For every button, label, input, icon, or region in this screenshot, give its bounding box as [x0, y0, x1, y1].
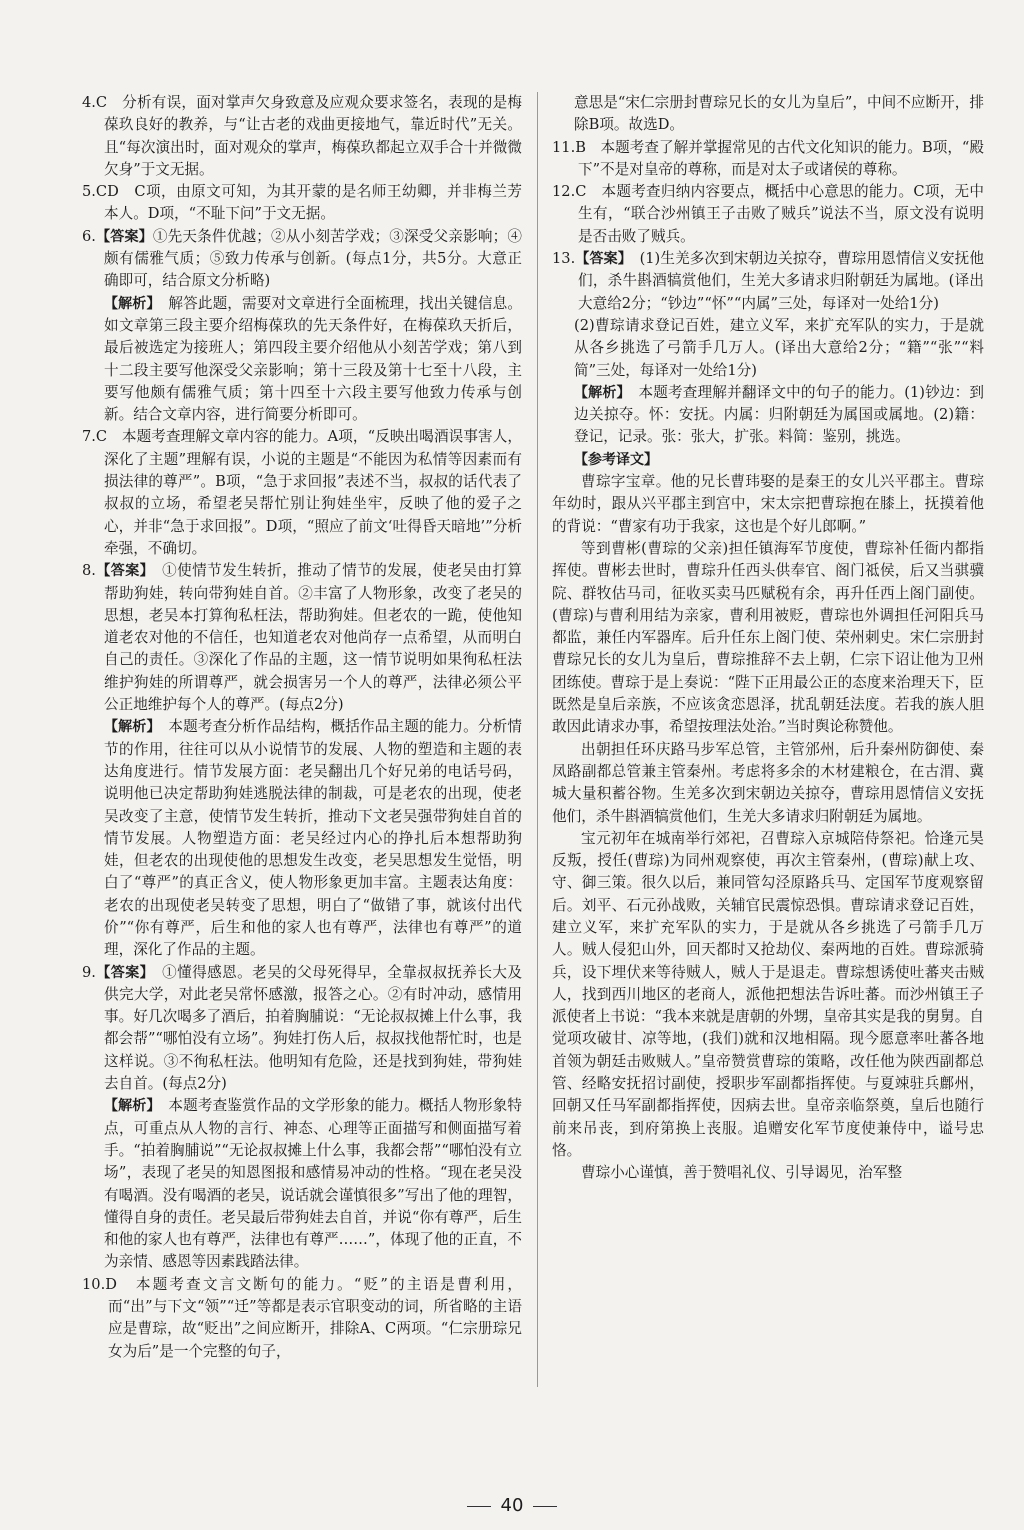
- translation-para-4: 宝元初年在城南举行郊祀，召曹琮入京城陪侍祭祀。恰逢元昊反叛，授任(曹琮)为同州观察使，再次主管秦州，(曹琮)献上攻、守、御三策。很久以后，兼同管勾泾原路兵马、定国军节度观察留后。刘平、石元孙战败，关辅官民震惊恐惧。曹琮请求登记百姓，建立义军，来扩充军队的实力，于是就从各乡挑选了弓箭手几万人。贼人侵犯山外，回天都时又抢劫仪、秦两地的百姓。曹琮派骑兵，设下埋伏来等待贼人，贼人于是退走。曹琮想诱使吐蕃夹击贼人，找到西川地区的老商人，派他把想法告诉吐蕃。而沙州镇王子派使者上书说：“我本来就是唐朝的外甥，皇帝其实是我的舅舅。自觉项攻破甘、凉等地，(我们)就和汉地相隔。现今愿意率吐蕃各地首领为朝廷击败贼人。”皇帝赞赏曹琮的策略，改任他为陕西副都总管、经略安抚招讨副使，授职步军副都指挥使。与夏竦驻兵鄜州，回朝又任马军副都指挥使，因病去世。皇帝亲临祭奠，皇后也随行前来吊丧，到府第换上丧服。追赠安化军节度使兼侍中，谥号忠恪。: [552, 829, 984, 1159]
- right-column: [552, 92, 984, 1185]
- translation-para-2: 等到曹彬(曹琮的父亲)担任镇海军节度使，曹琮补任衙内都指挥使。曹彬去世时，曹琮升任西头供奉官、阁门祗侯，后又当骐骥院、群牧估马司，征收买卖马匹赋税有余，再升任西上阁门副使。(曹琮)与曹利用结为亲家，曹利用被贬，曹琮也外调担任河阳兵马都监，兼任内军器库。后升任东上阁门使、荣州刺史。宋仁宗册封曹琮兄长的女儿为皇后，曹琮推辞不去上朝，仁宗下诏让他为卫州团练使。曹琮于是上奏说：“陛下正用最公正的态度来治理天下，臣既然是皇后亲族，不应该贪恋恩泽，扰乱朝廷法度。若我的族人胆敢因此请求办事，希望按理法处治。”当时舆论称赞他。: [552, 539, 984, 736]
- translation-para-1: 曹琮字宝章。他的兄长曹玮娶的是秦王的女儿兴平郡主。曹琮年幼时，跟从兴平郡主到宫中，宋太宗把曹琮抱在膝上，抚摸着他的背说：“曹家有功于我家，这也是个好儿郎啊。”: [552, 473, 984, 535]
- answer-q10: 10.D 本题考查文言文断句的能力。“贬”的主语是曹利用，而“出”与下文“领”“迁”等都是表示官职变动的词，所省略的主语应是曹琮，故“贬出”之间应断开，排除A、C两项。“仁宗册琮兄女为后”是一个完整的句子，: [82, 1275, 522, 1360]
- translation-para-3: 出朝担任环庆路马步军总管，主管邠州，后升秦州防御使、秦凤路副都总管兼主管秦州。考虑将多余的木材建粮仓，在古渭、冀城大量积蓄谷物。生羌多次到宋朝边关掠夺，曹琮用恩情信义安抚他们，杀牛斟酒犒赏他们，生羌大多请求归附朝廷为属地。: [552, 740, 984, 825]
- column-divider: [537, 92, 538, 1387]
- left-column: [82, 92, 522, 1363]
- footer-dash-left: [467, 1506, 491, 1507]
- answer-q7: 7.C 本题考查理解文章内容的能力。A项，“反映出喝酒误事害人，深化了主题”理解有误，小说的主题是“不能因为私情等因素而有损法律的尊严”。B项，“急于求回报”表述不当，叔叔的话代表了叔叔的立场，希望老吴帮忙别让狗娃坐牢，反映了他的爱子之心，并非“急于求回报”。D项，“照应了前文‘吐得昏天暗地’”分析牵强，不确切。: [82, 428, 522, 557]
- page-number: 40: [500, 1495, 524, 1516]
- answer-q13: 13.【答案】 (1)生羌多次到宋朝边关掠夺，曹琮用恩情信义安抚他们，杀牛斟酒犒赏他们，生羌大多请求归附朝廷为属地。(译出大意给2分；“钞边”“怀”“内属”三处，每译对一处给1分): [552, 250, 984, 312]
- answer-q11: 11.B 本题考查了解并掌握常见的古代文化知识的能力。B项，“殿下”不是对皇帝的尊称，而是对太子或诸侯的尊称。: [552, 138, 984, 178]
- answer-q6: 6.【答案】①先天条件优越；②从小刻苦学戏；③深受父亲影响；④颇有儒雅气质；⑤致力传承与创新。(每点1分，共5分。大意正确即可，结合原文分析略): [82, 227, 522, 290]
- answer-q9: 9.【答案】 ①懂得感恩。老吴的父母死得早，全靠叔叔抚养长大及供完大学，对此老吴常怀感激，报答之心。②有时冲动，感情用事。好几次喝多了酒后，拍着胸脯说：“无论叔叔摊上什么事，我都会帮”“哪怕没有立场”。狗娃打伤人后，叔叔找他帮忙时，也是这样说。③不徇私枉法。他明知有危险，还是找到狗娃，带狗娃去自首。(每点2分): [82, 963, 522, 1093]
- answer-q8: 8.【答案】 ①使情节发生转折，推动了情节的发展，使老吴由打算帮助狗娃，转向带狗娃自首。②丰富了人物形象，改变了老吴的思想，老吴本打算徇私枉法，帮助狗娃。但老农的一跪，使他知道老农对他的不信任，也知道老农对他尚存一点希望，从而明白自己的责任。③深化了作品的主题，这一情节说明如果徇私枉法维护狗娃的所谓尊严，就会损害另一个人的尊严，法律必须公平公正地维护每个人的尊严。(每点2分): [82, 562, 522, 714]
- analysis-q9: 【解析】 本题考查鉴赏作品的文学形象的能力。概括人物形象特点，可重点从人物的言行、神态、心理等正面描写和侧面描写着手。“拍着胸脯说”“无论叔叔摊上什么事，我都会帮”“哪怕没有立场”，表现了老吴的知恩图报和感情易冲动的性格。“现在老吴没有喝酒。没有喝酒的老吴，说话就会谨慎很多”写出了他的理智，懂得自身的责任。老吴最后带狗娃去自首，并说“你有尊严，后生和他的家人也有尊严，法律也有尊严……”，体现了他的正直，不为亲情、感恩等因素践踏法律。: [104, 1097, 522, 1271]
- answer-q5: 5.CD C项，由原文可知，为其开蒙的是名师王幼卿，并非梅兰芳本人。D项，“不耻下问”于文无据。: [82, 183, 522, 223]
- page-footer: [0, 1495, 1024, 1516]
- answer-q13-part2: (2)曹琮请求登记百姓，建立义军，来扩充军队的实力，于是就从各乡挑选了弓箭手几万人。(译出大意给2分；“籍”“张”“料简”三处，每译对一处给1分): [574, 316, 984, 379]
- answer-q12: 12.C 本题考查归纳内容要点，概括中心意思的能力。C项，无中生有，“联合沙州镇王子击败了贼兵”说法不当，原文没有说明是否击败了贼兵。: [552, 183, 984, 245]
- translation-para-5: 曹琮小心谨慎，善于赞唱礼仪、引导谒见，治军整: [581, 1164, 903, 1182]
- analysis-q6: 【解析】 解答此题，需要对文章进行全面梳理，找出关键信息。如文章第三段主要介绍梅葆玖的先天条件好，在梅葆玖天折后，最后被选定为接班人；第四段主要介绍他从小刻苦学戏；第八到十二段主要写他深受父亲影响；第十三段及第十七至十八段，主要写他颇有儒雅气质；第十四至十六段主要写他致力传承与创新。结合文章内容，进行简要分析即可。: [104, 294, 522, 424]
- analysis-q13: 【解析】 本题考查理解并翻译文中的句子的能力。(1)钞边：到边关掠夺。怀：安抚。内属：归附朝廷为属国或属地。(2)籍：登记，记录。张：张大，扩张。料简：鉴别，挑选。: [574, 383, 984, 446]
- answer-q4: 4.C 分析有误，面对掌声欠身致意及应观众要求签名，表现的是梅葆玖良好的教养，与“让古老的戏曲更接地气，靠近时代”无关。且“每次演出时，面对观众的掌声，梅葆玖都起立双手合十并微微欠身”于文无据。: [82, 94, 522, 178]
- analysis-q8: 【解析】 本题考查分析作品结构，概括作品主题的能力。分析情节的作用，往往可以从小说情节的发展、人物的塑造和主题的表达角度进行。情节发展方面：老吴翻出几个好兄弟的电话号码，说明他已决定帮助狗娃逃脱法律的制裁，可是老农的出现，使老吴改变了主意，使情节发生转折，推动下文老吴强带狗娃自首的情节发展。人物塑造方面：老吴经过内心的挣扎后本想帮助狗娃，但老农的出现使他的思想发生改变，老吴思想发生觉悟，明白了“尊严”的真正含义，使人物形象更加丰富。主题表达角度：老农的出现使老吴转变了思想，明白了“做错了事，就该付出代价”“你有尊严，后生和他的家人也有尊严，法律也有尊严”的道理，深化了作品的主题。: [104, 718, 522, 959]
- translation-heading: 【参考译文】: [574, 451, 658, 468]
- answer-q10-continued: 意思是“宋仁宗册封曹琮兄长的女儿为皇后”，中间不应断开，排除B项。故选D。: [574, 94, 984, 134]
- footer-dash-right: [533, 1506, 557, 1507]
